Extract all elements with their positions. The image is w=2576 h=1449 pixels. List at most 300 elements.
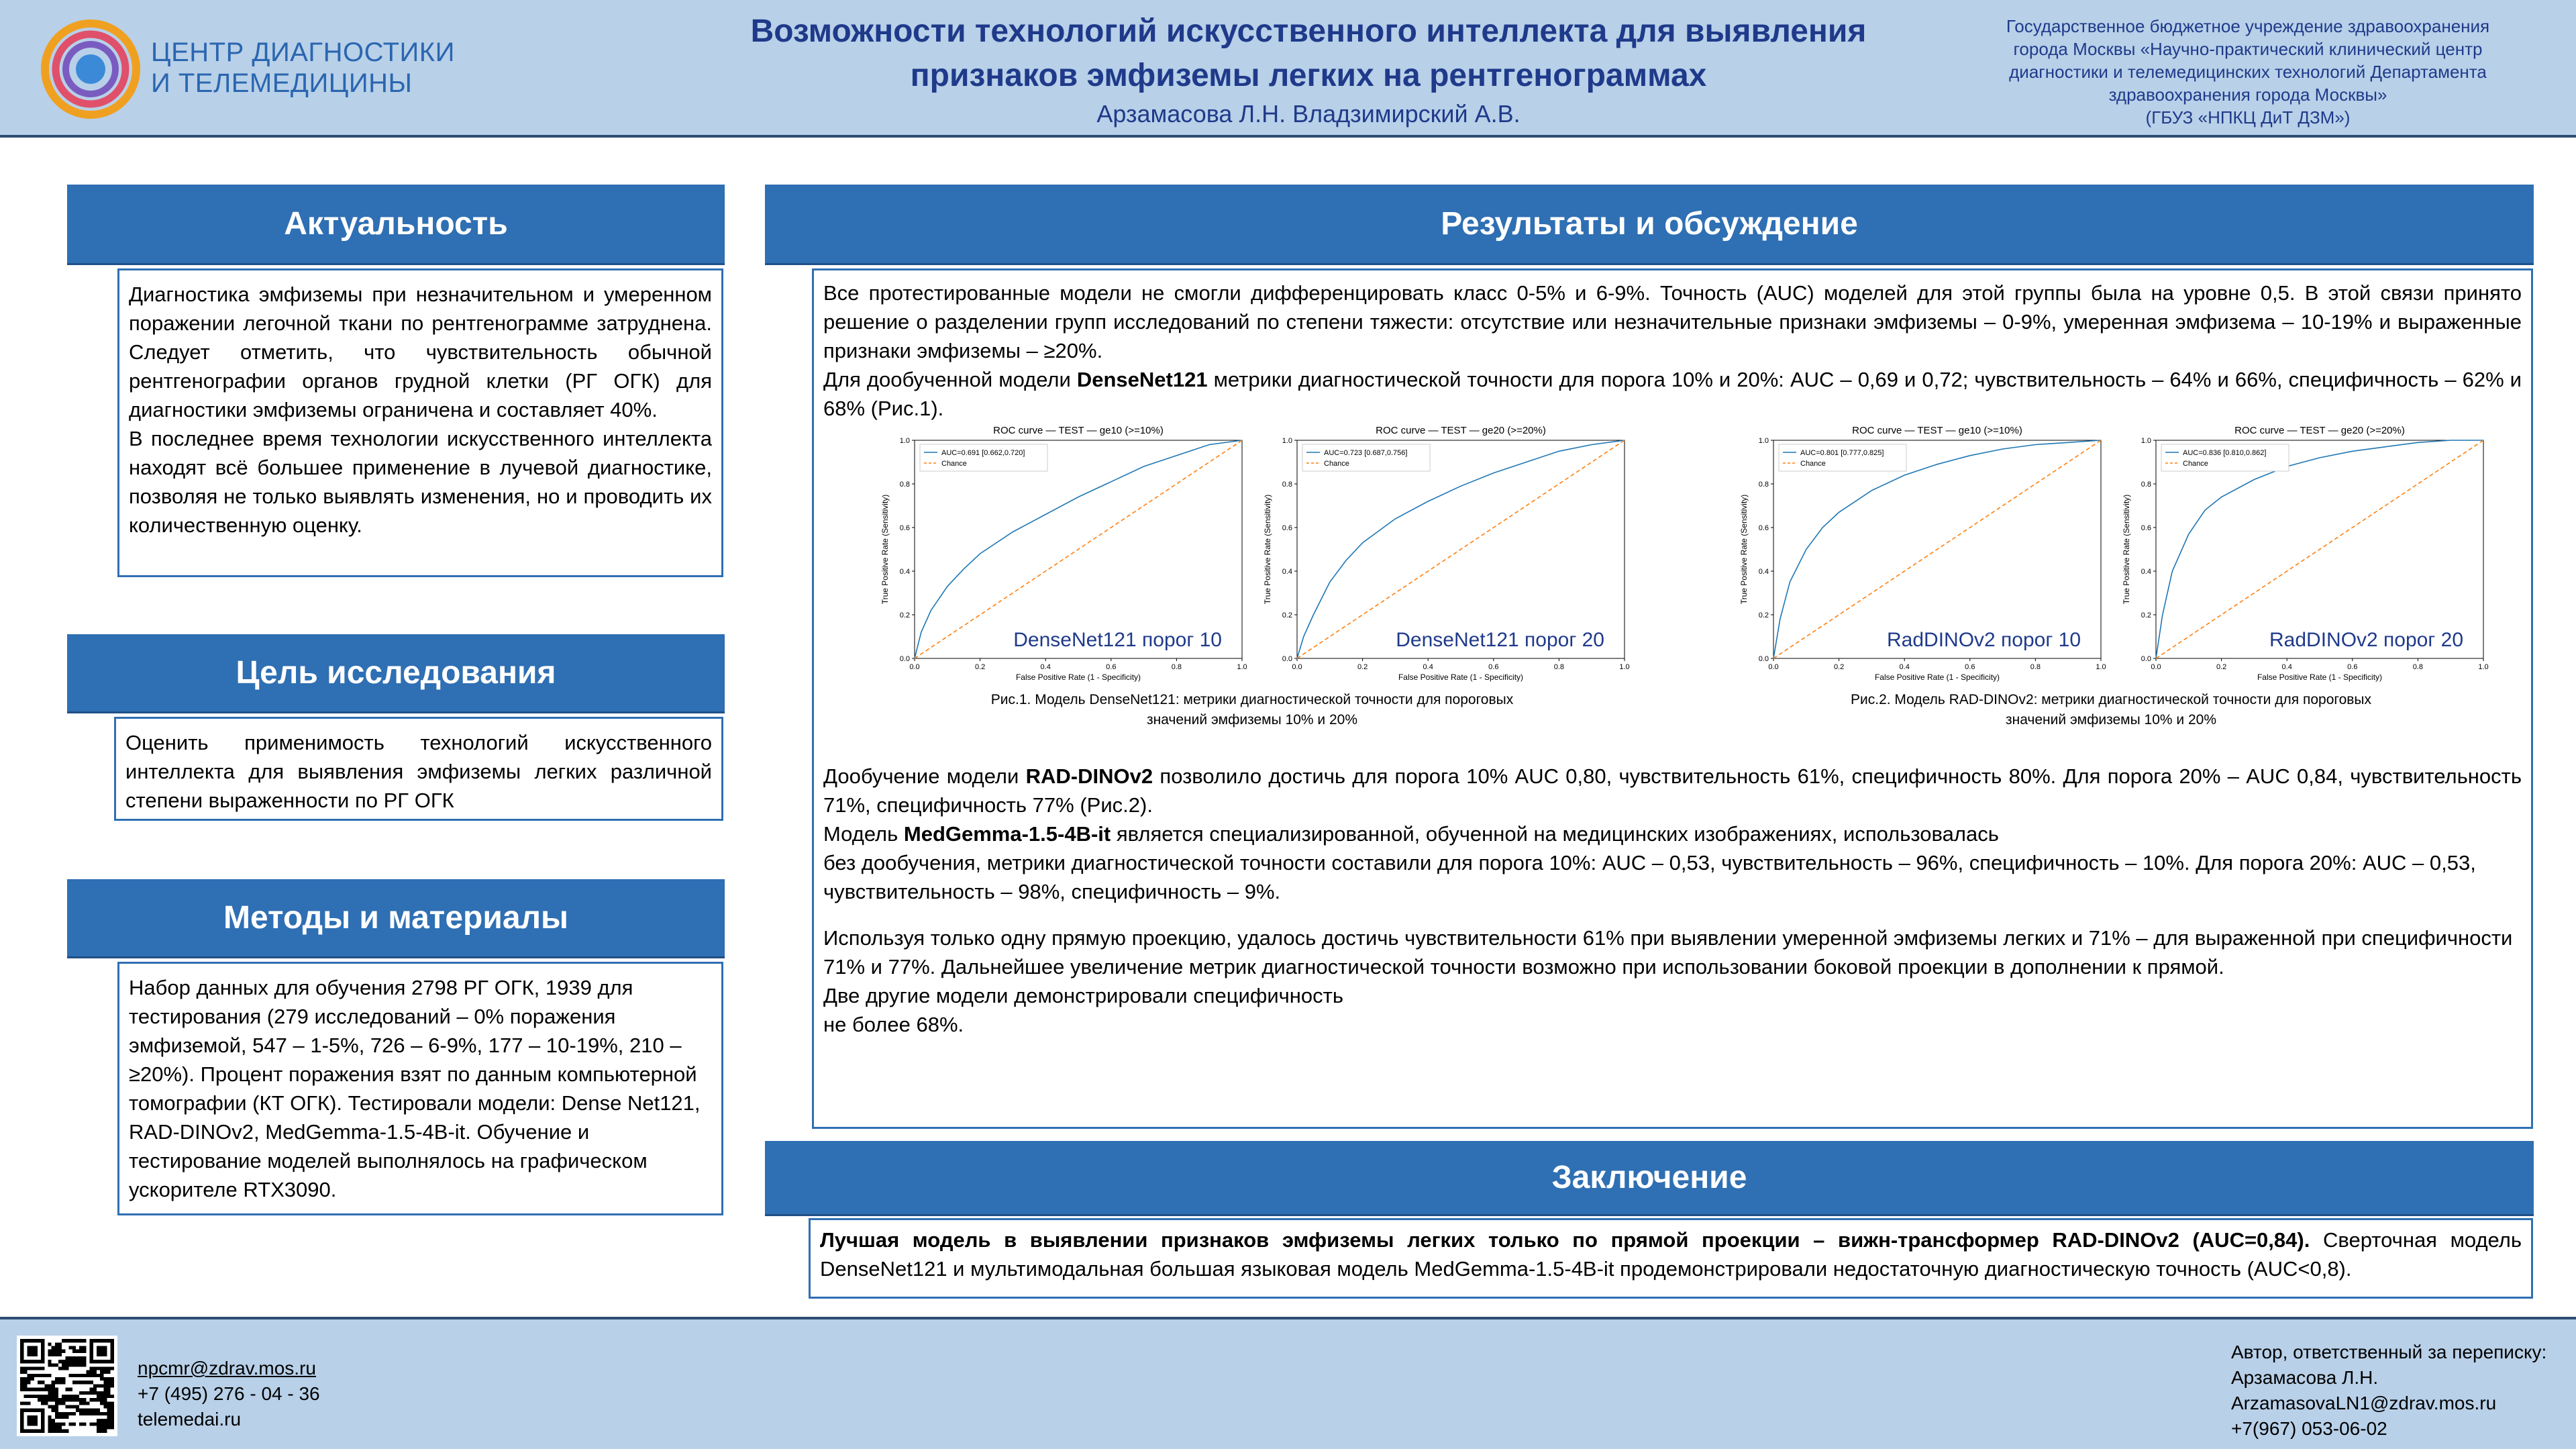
center-logo-icon <box>37 19 144 119</box>
qr-module <box>65 1395 68 1398</box>
chart-overlay-label: DenseNet121 порог 20 <box>1396 629 1604 651</box>
qr-module <box>20 1381 23 1384</box>
qr-module <box>52 1398 55 1401</box>
website-link[interactable]: telemedai.ru <box>138 1409 242 1430</box>
legend <box>1302 444 1430 471</box>
qr-module <box>107 1415 110 1419</box>
qr-module <box>76 1395 79 1398</box>
x-tick-label: 0.4 <box>1040 663 1051 671</box>
author-email[interactable]: ArzamasovaLN1@zdrav.mos.ru <box>2231 1393 2497 1413</box>
qr-module <box>58 1381 62 1384</box>
y-tick-label: 0.4 <box>2141 568 2151 576</box>
y-tick-label: 0.6 <box>1282 524 1292 532</box>
results-p5-line-1: Используя только одну прямую проекцию, удалось достичь чувствительности 61% при выявлении умеренной эмфиземы легких и 71% – для выраженной при специфичности 71% и 77%. Дальнейшее увеличение метрик диагностической точности возможно при использовании боковой проекции в дополнении к прямой. <box>823 926 2513 979</box>
qr-module <box>28 1401 31 1405</box>
qr-module <box>93 1384 97 1387</box>
x-tick-label: 0.2 <box>1357 663 1368 671</box>
qr-module <box>34 1367 38 1370</box>
y-tick-label: 0.8 <box>899 481 910 489</box>
institution-line: города Москвы «Научно-практический клинический центр <box>2013 39 2483 59</box>
qr-module <box>28 1374 31 1377</box>
results-p4-line-2: без дообучения, метрики диагностической точности составили для порога 10%: AUC – 0,53, чувствительность – 96%, специфичность – 10%. Для порога 20%: AUC – 0,53, чувствительность – 98%, специфичность – 9%. <box>823 851 2476 903</box>
x-tick-label: 0.0 <box>909 663 920 671</box>
qr-module <box>93 1367 97 1370</box>
conclusion-header: Заключение <box>765 1141 2534 1216</box>
qr-module <box>76 1381 79 1384</box>
qr-module <box>48 1342 52 1346</box>
x-tick-label: 0.8 <box>1553 663 1565 671</box>
model-name-medgemma: MedGemma-1.5-4B-it <box>903 822 1111 846</box>
chance-line <box>1297 440 1625 658</box>
chance-line <box>2156 440 2483 658</box>
x-tick-label: 0.2 <box>974 663 986 671</box>
qr-module <box>28 1388 31 1391</box>
x-tick-label: 0.6 <box>1106 663 1117 671</box>
x-axis-label: False Positive Rate (1 - Specificity) <box>1874 672 2000 682</box>
qr-finder-core <box>28 1346 38 1357</box>
author-phone: +7(967) 053-06-02 <box>2231 1418 2387 1439</box>
qr-module <box>93 1370 97 1374</box>
qr-module <box>111 1384 114 1387</box>
qr-module <box>103 1422 107 1426</box>
qr-module <box>55 1391 58 1395</box>
qr-module <box>76 1409 79 1412</box>
y-tick-label: 0.2 <box>899 611 910 619</box>
qr-module <box>62 1377 65 1381</box>
qr-module <box>65 1412 68 1415</box>
qr-module <box>62 1350 65 1353</box>
qr-module <box>34 1395 38 1398</box>
qr-module <box>52 1405 55 1408</box>
qr-module <box>31 1374 34 1377</box>
chance-line <box>915 440 1242 658</box>
qr-module <box>100 1412 103 1415</box>
qr-module <box>107 1401 110 1405</box>
qr-module <box>52 1419 55 1422</box>
qr-module <box>52 1409 55 1412</box>
qr-module <box>97 1395 100 1398</box>
qr-module <box>69 1398 72 1401</box>
y-tick-label: 1.0 <box>2141 437 2151 445</box>
x-tick-label: 0.0 <box>1768 663 1779 671</box>
qr-module <box>86 1374 89 1377</box>
relevance-text-1: Диагностика эмфиземы при незначительном и умеренном поражении легочной ткани по рентгенограмме затруднена. Следует отметить, что чувствительность обычной рентгенографии органов грудной клетки (РГ ОГК) для диагностики эмфиземы ограничена и составляет 40%. <box>129 283 712 421</box>
qr-module <box>23 1388 27 1391</box>
qr-module <box>62 1381 65 1384</box>
results-p4-line-1 <box>823 819 2522 848</box>
qr-module <box>41 1398 44 1401</box>
qr-module <box>103 1419 107 1422</box>
qr-module <box>52 1363 55 1366</box>
qr-module <box>58 1415 62 1419</box>
y-tick-label: 1.0 <box>899 437 910 445</box>
qr-module <box>100 1367 103 1370</box>
qr-module <box>69 1395 72 1398</box>
x-tick-label: 1.0 <box>2096 663 2106 671</box>
qr-module <box>44 1374 48 1377</box>
qr-module <box>44 1388 48 1391</box>
x-tick-label: 1.0 <box>1619 663 1630 671</box>
qr-module <box>83 1409 86 1412</box>
qr-module <box>97 1384 100 1387</box>
qr-module <box>103 1426 107 1429</box>
qr-module <box>107 1409 110 1412</box>
qr-module <box>62 1398 65 1401</box>
qr-module <box>111 1367 114 1370</box>
qr-module <box>100 1391 103 1395</box>
qr-module <box>48 1395 52 1398</box>
qr-module <box>100 1426 103 1429</box>
qr-module <box>58 1346 62 1350</box>
qr-module <box>72 1381 76 1384</box>
qr-module <box>93 1388 97 1391</box>
qr-module <box>65 1360 68 1363</box>
qr-module <box>103 1370 107 1374</box>
figure-1-caption-line-1: Рис.1. Модель DenseNet121: метрики диагностической точности для пороговых <box>990 692 1514 707</box>
relevance-text-2: В последнее время технологии искусственного интеллекта находят всё большее применение в лучевой диагностике, позволяя не только выявлять изменения, но и проводить их количественную оценку. <box>129 427 712 537</box>
x-axis-label: False Positive Rate (1 - Specificity) <box>1015 672 1141 682</box>
x-tick-label: 0.8 <box>2412 663 2424 671</box>
institution-line: (ГБУЗ «НПКЦ ДиТ ДЗМ») <box>2145 107 2351 128</box>
qr-module <box>23 1370 27 1374</box>
qr-module <box>55 1353 58 1356</box>
qr-module <box>90 1370 93 1374</box>
qr-module <box>83 1356 86 1360</box>
y-tick-label: 0.2 <box>1282 611 1292 619</box>
qr-module <box>44 1395 48 1398</box>
results-p4-post: является специализированной, обученной на медицинских изображениях, использовалась <box>1111 822 1999 846</box>
qr-module <box>44 1398 48 1401</box>
qr-module <box>100 1370 103 1374</box>
qr-module <box>55 1422 58 1426</box>
qr-module <box>58 1426 62 1429</box>
legend-entry: Chance <box>2183 460 2208 468</box>
results-p3-pre: Дообучение модели <box>823 764 1026 788</box>
qr-module <box>48 1384 52 1387</box>
qr-module <box>58 1401 62 1405</box>
legend-entry: AUC=0.691 [0.662,0.720] <box>941 449 1025 457</box>
x-axis-label: False Positive Rate (1 - Specificity) <box>1398 672 1524 682</box>
qr-module <box>65 1363 68 1366</box>
qr-module <box>86 1381 89 1384</box>
qr-module <box>62 1360 65 1363</box>
chart-overlay-label: DenseNet121 порог 10 <box>1013 629 1222 651</box>
qr-module <box>103 1398 107 1401</box>
qr-module <box>111 1415 114 1419</box>
institution-info <box>1966 15 2530 129</box>
qr-module <box>55 1401 58 1405</box>
qr-module <box>52 1422 55 1426</box>
x-tick-label: 0.6 <box>2347 663 2358 671</box>
qr-module <box>23 1377 27 1381</box>
goal-text: Оценить применимость технологий искусственного интеллекта для выявления эмфиземы легких различной степени выраженности по РГ ОГК <box>125 731 712 812</box>
qr-module <box>93 1422 97 1426</box>
qr-module <box>79 1374 83 1377</box>
results-header: Результаты и обсуждение <box>765 185 2534 265</box>
qr-module <box>58 1360 62 1363</box>
chance-line <box>1773 440 2101 658</box>
qr-module <box>76 1363 79 1366</box>
qr-module <box>31 1395 34 1398</box>
qr-module <box>103 1391 107 1395</box>
qr-module <box>79 1409 83 1412</box>
qr-module <box>86 1401 89 1405</box>
qr-module <box>72 1395 76 1398</box>
qr-module <box>76 1350 79 1353</box>
qr-module <box>41 1388 44 1391</box>
qr-module <box>107 1412 110 1415</box>
qr-module <box>69 1356 72 1360</box>
author-contact-label: Автор, ответственный за переписку: <box>2231 1342 2547 1362</box>
y-axis-label: True Positive Rate (Sensitivity) <box>1263 494 1272 605</box>
qr-module <box>83 1346 86 1350</box>
results-paragraph-1: Все протестированные модели не смогли дифференцировать класс 0-5% и 6-9%. Точность (AUC) моделей для этой группы была на уровне 0,5. В этой связи принято решение о разделении групп исследований по степени тяжести: отсутствие или незначительные признаки эмфиземы – 0-9%, умеренная эмфизема – 10-19% и выраженные признаки эмфиземы – ≥20%. <box>823 281 2522 362</box>
qr-module <box>83 1363 86 1366</box>
methods-box <box>117 962 723 1215</box>
methods-header: Методы и материалы <box>67 879 725 958</box>
roc-chart-raddino-10 <box>1739 420 2114 689</box>
legend-entry: Chance <box>941 460 967 468</box>
qr-module <box>103 1384 107 1387</box>
x-tick-label: 0.2 <box>2216 663 2227 671</box>
qr-module <box>55 1395 58 1398</box>
legend <box>920 444 1047 471</box>
qr-module <box>72 1339 76 1342</box>
chart-overlay-label: RadDINOv2 порог 20 <box>2269 629 2463 651</box>
qr-code-icon[interactable] <box>17 1336 117 1436</box>
qr-module <box>79 1339 83 1342</box>
qr-module <box>83 1412 86 1415</box>
qr-module <box>79 1381 83 1384</box>
footer-bar <box>0 1317 2576 1449</box>
qr-module <box>93 1412 97 1415</box>
qr-module <box>111 1381 114 1384</box>
x-tick-label: 0.0 <box>1292 663 1302 671</box>
qr-module <box>58 1353 62 1356</box>
qr-module <box>111 1426 114 1429</box>
qr-module <box>93 1391 97 1395</box>
legend-box <box>1779 444 1906 471</box>
qr-module <box>52 1388 55 1391</box>
qr-module <box>38 1398 41 1401</box>
qr-module <box>100 1395 103 1398</box>
x-tick-label: 0.2 <box>1833 663 1845 671</box>
results-p4-pre: Модель <box>823 822 904 846</box>
phone: +7 (495) 276 - 04 - 36 <box>138 1383 320 1404</box>
qr-module <box>62 1339 65 1342</box>
qr-module <box>48 1422 52 1426</box>
qr-module <box>55 1346 58 1350</box>
qr-module <box>58 1430 62 1433</box>
qr-module <box>103 1377 107 1381</box>
qr-module <box>103 1367 107 1370</box>
relevance-box <box>117 268 723 577</box>
qr-module <box>38 1395 41 1398</box>
qr-module <box>72 1412 76 1415</box>
qr-module <box>103 1395 107 1398</box>
qr-module <box>44 1384 48 1387</box>
qr-module <box>72 1363 76 1366</box>
qr-module <box>72 1422 76 1426</box>
y-tick-label: 0.2 <box>2141 611 2151 619</box>
y-tick-label: 0.0 <box>1282 655 1292 663</box>
legend <box>2161 444 2289 471</box>
qr-module <box>83 1422 86 1426</box>
authors: Арзамасова Л.Н. Владзимирский А.В. <box>1096 100 1521 128</box>
x-tick-label: 1.0 <box>2478 663 2489 671</box>
qr-module <box>31 1377 34 1381</box>
qr-module <box>86 1412 89 1415</box>
legend <box>1779 444 1906 471</box>
qr-module <box>55 1398 58 1401</box>
qr-module <box>72 1405 76 1408</box>
qr-module <box>107 1422 110 1426</box>
qr-module <box>62 1412 65 1415</box>
qr-module <box>69 1363 72 1366</box>
x-tick-label: 0.6 <box>1965 663 1975 671</box>
qr-module <box>97 1391 100 1395</box>
qr-module <box>55 1342 58 1346</box>
qr-module <box>55 1377 58 1381</box>
qr-module <box>28 1367 31 1370</box>
qr-module <box>79 1346 83 1350</box>
figure-2-caption-line-2: значений эмфиземы 10% и 20% <box>2005 712 2216 728</box>
qr-module <box>83 1360 86 1363</box>
poster-title <box>470 9 2147 98</box>
qr-module <box>93 1398 97 1401</box>
qr-module <box>72 1346 76 1350</box>
y-axis-label: True Positive Rate (Sensitivity) <box>1739 494 1749 605</box>
email-link[interactable]: npcmr@zdrav.mos.ru <box>138 1358 316 1379</box>
qr-module <box>76 1339 79 1342</box>
figure-1-caption <box>967 690 1537 730</box>
qr-module <box>107 1367 110 1370</box>
qr-module <box>103 1430 107 1433</box>
legend-box <box>920 444 1047 471</box>
qr-module <box>65 1430 68 1433</box>
qr-module <box>48 1374 52 1377</box>
qr-module <box>20 1401 23 1405</box>
logo-line-2: И ТЕЛЕМЕДИЦИНЫ <box>151 68 413 98</box>
x-axis-label: False Positive Rate (1 - Specificity) <box>2257 672 2383 682</box>
author-contact <box>2231 1340 2546 1442</box>
qr-module <box>72 1350 76 1353</box>
qr-module <box>48 1415 52 1419</box>
qr-module <box>65 1339 68 1342</box>
qr-module <box>97 1409 100 1412</box>
chart-title: ROC curve — TEST — ge10 (>=10%) <box>1852 425 2022 436</box>
qr-module <box>90 1398 93 1401</box>
y-tick-label: 0.6 <box>1758 524 1769 532</box>
qr-module <box>72 1374 76 1377</box>
results-box <box>812 268 2533 1129</box>
results-paragraph-2 <box>823 365 2522 423</box>
qr-module <box>55 1363 58 1366</box>
qr-module <box>97 1374 100 1377</box>
qr-module <box>90 1381 93 1384</box>
qr-module <box>55 1412 58 1415</box>
qr-module <box>48 1430 52 1433</box>
chart-title: ROC curve — TEST — ge20 (>=20%) <box>2234 425 2405 436</box>
qr-module <box>103 1405 107 1408</box>
qr-module <box>65 1398 68 1401</box>
qr-module <box>103 1401 107 1405</box>
legend-box <box>2161 444 2289 471</box>
y-tick-label: 0.6 <box>2141 524 2151 532</box>
qr-module <box>48 1353 52 1356</box>
qr-module <box>48 1419 52 1422</box>
qr-module <box>90 1412 93 1415</box>
qr-module <box>86 1409 89 1412</box>
qr-module <box>52 1426 55 1429</box>
qr-module <box>58 1412 62 1415</box>
relevance-header: Актуальность <box>67 185 725 265</box>
qr-module <box>41 1367 44 1370</box>
qr-module <box>48 1360 52 1363</box>
institution-line: диагностики и телемедицинских технологий Департамента <box>2009 62 2487 82</box>
qr-module <box>103 1381 107 1384</box>
y-tick-label: 0.4 <box>1758 568 1769 576</box>
x-tick-label: 1.0 <box>1237 663 1247 671</box>
y-tick-label: 0.0 <box>2141 655 2151 663</box>
contacts <box>138 1356 320 1432</box>
qr-module <box>76 1405 79 1408</box>
qr-module <box>93 1409 97 1412</box>
qr-module <box>93 1374 97 1377</box>
qr-module <box>100 1422 103 1426</box>
qr-module <box>79 1350 83 1353</box>
qr-module <box>38 1388 41 1391</box>
qr-module <box>100 1374 103 1377</box>
y-tick-label: 0.6 <box>899 524 910 532</box>
qr-module <box>100 1419 103 1422</box>
legend-box <box>1302 444 1430 471</box>
qr-module <box>97 1398 100 1401</box>
qr-module <box>55 1381 58 1384</box>
qr-module <box>90 1367 93 1370</box>
legend-entry: AUC=0.801 [0.777,0.825] <box>1800 449 1884 457</box>
qr-finder-core <box>28 1415 38 1426</box>
qr-module <box>111 1401 114 1405</box>
qr-module <box>28 1395 31 1398</box>
qr-module <box>48 1398 52 1401</box>
institution-line: Государственное бюджетное учреждение здравоохранения <box>2006 16 2490 36</box>
qr-module <box>86 1370 89 1374</box>
qr-module <box>62 1401 65 1405</box>
qr-module <box>90 1422 93 1426</box>
qr-module <box>23 1381 27 1384</box>
goal-box <box>114 717 723 821</box>
y-tick-label: 0.0 <box>899 655 910 663</box>
qr-module <box>111 1422 114 1426</box>
conclusion-text <box>820 1226 2522 1283</box>
qr-module <box>23 1384 27 1387</box>
y-tick-label: 0.0 <box>1758 655 1769 663</box>
chart-title: ROC curve — TEST — ge20 (>=20%) <box>1376 425 1546 436</box>
qr-module <box>100 1401 103 1405</box>
x-tick-label: 0.4 <box>1423 663 1433 671</box>
qr-module <box>69 1422 72 1426</box>
qr-module <box>31 1367 34 1370</box>
qr-module <box>79 1356 83 1360</box>
qr-module <box>52 1346 55 1350</box>
qr-module <box>55 1409 58 1412</box>
qr-module <box>103 1412 107 1415</box>
qr-module <box>55 1388 58 1391</box>
qr-module <box>76 1360 79 1363</box>
qr-module <box>83 1374 86 1377</box>
qr-module <box>97 1422 100 1426</box>
